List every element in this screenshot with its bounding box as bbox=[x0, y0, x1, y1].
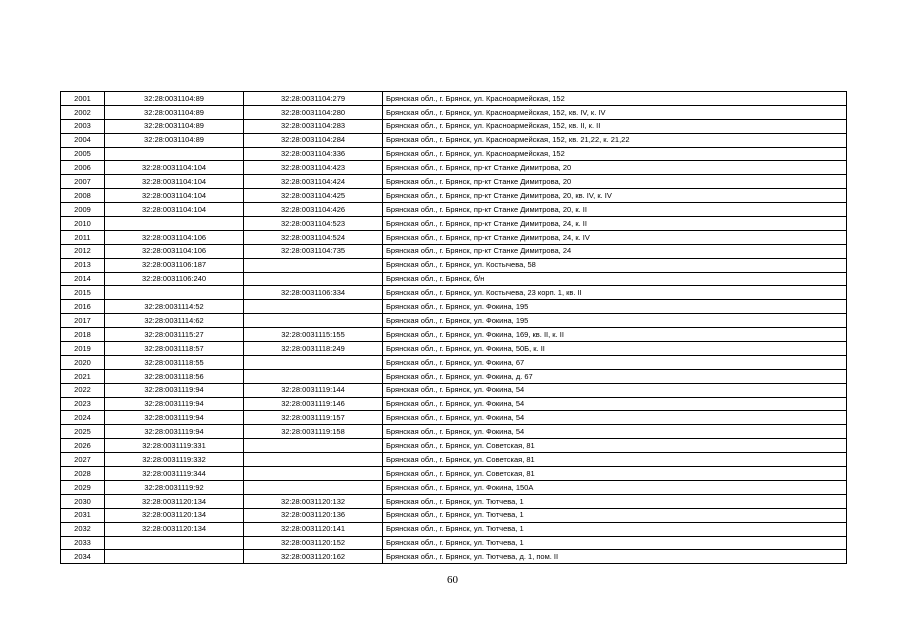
table-row bbox=[61, 411, 847, 425]
address-cell: Брянская обл., г. Брянск, пр-кт Станке Димитрова, 24, к. II bbox=[383, 217, 847, 231]
row-number-cell: 2031 bbox=[61, 508, 105, 522]
row-number-cell: 2024 bbox=[61, 411, 105, 425]
table-row bbox=[61, 133, 847, 147]
page-number: 60 bbox=[447, 574, 458, 586]
parcel-cadastral-number-cell: 32:28:0031119:94 bbox=[105, 383, 244, 397]
parcel-cadastral-number-cell: 32:28:0031120:134 bbox=[105, 494, 244, 508]
address-cell: Брянская обл., г. Брянск, ул. Фокина, 54 bbox=[383, 425, 847, 439]
address-cell: Брянская обл., г. Брянск, ул. Фокина, 54 bbox=[383, 383, 847, 397]
table-row bbox=[61, 119, 847, 133]
address-cell: Брянская обл., г. Брянск, ул. Фокина, 54 bbox=[383, 397, 847, 411]
object-cadastral-number-cell bbox=[244, 258, 383, 272]
table-row bbox=[61, 161, 847, 175]
address-cell: Брянская обл., г. Брянск, ул. Фокина, 195 bbox=[383, 300, 847, 314]
object-cadastral-number-cell: 32:28:0031104:424 bbox=[244, 175, 383, 189]
table-row bbox=[61, 494, 847, 508]
address-cell: Брянская обл., г. Брянск, ул. Фокина, 150А bbox=[383, 480, 847, 494]
row-number-cell: 2014 bbox=[61, 272, 105, 286]
table-row bbox=[61, 105, 847, 119]
address-cell: Брянская обл., г. Брянск, ул. Фокина, 50Б, к. II bbox=[383, 342, 847, 356]
table-row bbox=[61, 230, 847, 244]
parcel-cadastral-number-cell: 32:28:0031106:240 bbox=[105, 272, 244, 286]
row-number-cell: 2020 bbox=[61, 355, 105, 369]
object-cadastral-number-cell: 32:28:0031120:152 bbox=[244, 536, 383, 550]
parcel-cadastral-number-cell: 32:28:0031104:89 bbox=[105, 105, 244, 119]
table-row bbox=[61, 189, 847, 203]
table-row bbox=[61, 397, 847, 411]
parcel-cadastral-number-cell: 32:28:0031120:134 bbox=[105, 522, 244, 536]
row-number-cell: 2008 bbox=[61, 189, 105, 203]
object-cadastral-number-cell: 32:28:0031104:425 bbox=[244, 189, 383, 203]
object-cadastral-number-cell: 32:28:0031119:146 bbox=[244, 397, 383, 411]
object-cadastral-number-cell: 32:28:0031115:155 bbox=[244, 328, 383, 342]
address-cell: Брянская обл., г. Брянск, ул. Фокина, 54 bbox=[383, 411, 847, 425]
address-cell: Брянская обл., г. Брянск, пр-кт Станке Димитрова, 24, к. IV bbox=[383, 230, 847, 244]
table-row bbox=[61, 508, 847, 522]
parcel-cadastral-number-cell: 32:28:0031119:94 bbox=[105, 411, 244, 425]
object-cadastral-number-cell: 32:28:0031118:249 bbox=[244, 342, 383, 356]
object-cadastral-number-cell: 32:28:0031119:157 bbox=[244, 411, 383, 425]
row-number-cell: 2027 bbox=[61, 453, 105, 467]
parcel-cadastral-number-cell: 32:28:0031104:104 bbox=[105, 175, 244, 189]
parcel-cadastral-number-cell: 32:28:0031104:89 bbox=[105, 133, 244, 147]
table-row bbox=[61, 300, 847, 314]
row-number-cell: 2030 bbox=[61, 494, 105, 508]
row-number-cell: 2002 bbox=[61, 105, 105, 119]
row-number-cell: 2010 bbox=[61, 217, 105, 231]
row-number-cell: 2025 bbox=[61, 425, 105, 439]
row-number-cell: 2019 bbox=[61, 342, 105, 356]
parcel-cadastral-number-cell bbox=[105, 217, 244, 231]
object-cadastral-number-cell bbox=[244, 300, 383, 314]
table-row bbox=[61, 92, 847, 106]
table-row bbox=[61, 355, 847, 369]
object-cadastral-number-cell: 32:28:0031104:523 bbox=[244, 217, 383, 231]
object-cadastral-number-cell: 32:28:0031104:283 bbox=[244, 119, 383, 133]
address-cell: Брянская обл., г. Брянск, ул. Фокина, 169, кв. II, к. II bbox=[383, 328, 847, 342]
row-number-cell: 2001 bbox=[61, 92, 105, 106]
table-row bbox=[61, 175, 847, 189]
object-cadastral-number-cell: 32:28:0031119:158 bbox=[244, 425, 383, 439]
object-cadastral-number-cell: 32:28:0031106:334 bbox=[244, 286, 383, 300]
parcel-cadastral-number-cell bbox=[105, 147, 244, 161]
row-number-cell: 2009 bbox=[61, 203, 105, 217]
object-cadastral-number-cell bbox=[244, 439, 383, 453]
address-cell: Брянская обл., г. Брянск, ул. Красноармейская, 152, кв. II, к. II bbox=[383, 119, 847, 133]
address-cell: Брянская обл., г. Брянск, ул. Красноармейская, 152 bbox=[383, 92, 847, 106]
row-number-cell: 2034 bbox=[61, 550, 105, 564]
table-body bbox=[61, 92, 847, 564]
object-cadastral-number-cell: 32:28:0031119:144 bbox=[244, 383, 383, 397]
row-number-cell: 2011 bbox=[61, 230, 105, 244]
table-row bbox=[61, 425, 847, 439]
table-row bbox=[61, 328, 847, 342]
parcel-cadastral-number-cell: 32:28:0031104:104 bbox=[105, 161, 244, 175]
parcel-cadastral-number-cell: 32:28:0031119:331 bbox=[105, 439, 244, 453]
object-cadastral-number-cell: 32:28:0031120:132 bbox=[244, 494, 383, 508]
address-cell: Брянская обл., г. Брянск, б/н bbox=[383, 272, 847, 286]
parcel-cadastral-number-cell: 32:28:0031119:92 bbox=[105, 480, 244, 494]
parcel-cadastral-number-cell bbox=[105, 550, 244, 564]
table-row bbox=[61, 258, 847, 272]
object-cadastral-number-cell bbox=[244, 369, 383, 383]
address-cell: Брянская обл., г. Брянск, пр-кт Станке Димитрова, 20, к. II bbox=[383, 203, 847, 217]
object-cadastral-number-cell bbox=[244, 272, 383, 286]
row-number-cell: 2032 bbox=[61, 522, 105, 536]
address-cell: Брянская обл., г. Брянск, пр-кт Станке Димитрова, 24 bbox=[383, 244, 847, 258]
address-cell: Брянская обл., г. Брянск, пр-кт Станке Димитрова, 20 bbox=[383, 161, 847, 175]
parcel-cadastral-number-cell: 32:28:0031115:27 bbox=[105, 328, 244, 342]
address-cell: Брянская обл., г. Брянск, ул. Тютчева, 1 bbox=[383, 522, 847, 536]
address-cell: Брянская обл., г. Брянск, ул. Фокина, д. 67 bbox=[383, 369, 847, 383]
parcel-cadastral-number-cell bbox=[105, 286, 244, 300]
parcel-cadastral-number-cell: 32:28:0031104:104 bbox=[105, 189, 244, 203]
address-cell: Брянская обл., г. Брянск, ул. Красноармейская, 152, кв. 21,22, к. 21,22 bbox=[383, 133, 847, 147]
object-cadastral-number-cell bbox=[244, 355, 383, 369]
row-number-cell: 2029 bbox=[61, 480, 105, 494]
parcel-cadastral-number-cell: 32:28:0031104:106 bbox=[105, 244, 244, 258]
row-number-cell: 2012 bbox=[61, 244, 105, 258]
table-row bbox=[61, 147, 847, 161]
row-number-cell: 2021 bbox=[61, 369, 105, 383]
object-cadastral-number-cell: 32:28:0031120:141 bbox=[244, 522, 383, 536]
address-cell: Брянская обл., г. Брянск, ул. Советская, 81 bbox=[383, 439, 847, 453]
object-cadastral-number-cell: 32:28:0031104:426 bbox=[244, 203, 383, 217]
object-cadastral-number-cell: 32:28:0031104:524 bbox=[244, 230, 383, 244]
address-cell: Брянская обл., г. Брянск, ул. Костычева, 58 bbox=[383, 258, 847, 272]
parcel-cadastral-number-cell: 32:28:0031114:52 bbox=[105, 300, 244, 314]
table-row bbox=[61, 314, 847, 328]
table-row bbox=[61, 286, 847, 300]
cadastral-table bbox=[60, 91, 847, 564]
object-cadastral-number-cell bbox=[244, 480, 383, 494]
address-cell: Брянская обл., г. Брянск, ул. Советская, 81 bbox=[383, 453, 847, 467]
table-row bbox=[61, 453, 847, 467]
row-number-cell: 2022 bbox=[61, 383, 105, 397]
object-cadastral-number-cell: 32:28:0031104:735 bbox=[244, 244, 383, 258]
table-row bbox=[61, 550, 847, 564]
table-row bbox=[61, 383, 847, 397]
object-cadastral-number-cell: 32:28:0031104:280 bbox=[244, 105, 383, 119]
table-row bbox=[61, 244, 847, 258]
row-number-cell: 2026 bbox=[61, 439, 105, 453]
row-number-cell: 2017 bbox=[61, 314, 105, 328]
parcel-cadastral-number-cell: 32:28:0031119:344 bbox=[105, 467, 244, 481]
table-row bbox=[61, 522, 847, 536]
address-cell: Брянская обл., г. Брянск, ул. Красноармейская, 152 bbox=[383, 147, 847, 161]
address-cell: Брянская обл., г. Брянск, ул. Тютчева, 1 bbox=[383, 508, 847, 522]
address-cell: Брянская обл., г. Брянск, ул. Фокина, 67 bbox=[383, 355, 847, 369]
parcel-cadastral-number-cell: 32:28:0031104:89 bbox=[105, 119, 244, 133]
table-row bbox=[61, 272, 847, 286]
object-cadastral-number-cell: 32:28:0031104:284 bbox=[244, 133, 383, 147]
address-cell: Брянская обл., г. Брянск, ул. Тютчева, д. 1, пом. II bbox=[383, 550, 847, 564]
address-cell: Брянская обл., г. Брянск, ул. Советская, 81 bbox=[383, 467, 847, 481]
object-cadastral-number-cell: 32:28:0031120:136 bbox=[244, 508, 383, 522]
row-number-cell: 2004 bbox=[61, 133, 105, 147]
parcel-cadastral-number-cell: 32:28:0031114:62 bbox=[105, 314, 244, 328]
address-cell: Брянская обл., г. Брянск, пр-кт Станке Димитрова, 20, кв. IV, к. IV bbox=[383, 189, 847, 203]
table-row bbox=[61, 203, 847, 217]
object-cadastral-number-cell bbox=[244, 453, 383, 467]
table-row bbox=[61, 439, 847, 453]
object-cadastral-number-cell: 32:28:0031104:423 bbox=[244, 161, 383, 175]
parcel-cadastral-number-cell: 32:28:0031104:106 bbox=[105, 230, 244, 244]
parcel-cadastral-number-cell: 32:28:0031118:55 bbox=[105, 355, 244, 369]
row-number-cell: 2023 bbox=[61, 397, 105, 411]
row-number-cell: 2007 bbox=[61, 175, 105, 189]
address-cell: Брянская обл., г. Брянск, пр-кт Станке Димитрова, 20 bbox=[383, 175, 847, 189]
address-cell: Брянская обл., г. Брянск, ул. Фокина, 195 bbox=[383, 314, 847, 328]
row-number-cell: 2016 bbox=[61, 300, 105, 314]
parcel-cadastral-number-cell: 32:28:0031118:57 bbox=[105, 342, 244, 356]
parcel-cadastral-number-cell: 32:28:0031120:134 bbox=[105, 508, 244, 522]
object-cadastral-number-cell: 32:28:0031104:279 bbox=[244, 92, 383, 106]
row-number-cell: 2015 bbox=[61, 286, 105, 300]
object-cadastral-number-cell: 32:28:0031104:336 bbox=[244, 147, 383, 161]
parcel-cadastral-number-cell: 32:28:0031119:94 bbox=[105, 397, 244, 411]
table-row bbox=[61, 480, 847, 494]
parcel-cadastral-number-cell: 32:28:0031119:94 bbox=[105, 425, 244, 439]
parcel-cadastral-number-cell: 32:28:0031118:56 bbox=[105, 369, 244, 383]
row-number-cell: 2033 bbox=[61, 536, 105, 550]
table-row bbox=[61, 217, 847, 231]
address-cell: Брянская обл., г. Брянск, ул. Красноармейская, 152, кв. IV, к. IV bbox=[383, 105, 847, 119]
parcel-cadastral-number-cell: 32:28:0031106:187 bbox=[105, 258, 244, 272]
row-number-cell: 2028 bbox=[61, 467, 105, 481]
parcel-cadastral-number-cell: 32:28:0031119:332 bbox=[105, 453, 244, 467]
address-cell: Брянская обл., г. Брянск, ул. Костычева, 23 корп. 1, кв. II bbox=[383, 286, 847, 300]
row-number-cell: 2006 bbox=[61, 161, 105, 175]
object-cadastral-number-cell bbox=[244, 314, 383, 328]
row-number-cell: 2003 bbox=[61, 119, 105, 133]
row-number-cell: 2013 bbox=[61, 258, 105, 272]
row-number-cell: 2018 bbox=[61, 328, 105, 342]
object-cadastral-number-cell: 32:28:0031120:162 bbox=[244, 550, 383, 564]
table-row bbox=[61, 369, 847, 383]
address-cell: Брянская обл., г. Брянск, ул. Тютчева, 1 bbox=[383, 536, 847, 550]
address-cell: Брянская обл., г. Брянск, ул. Тютчева, 1 bbox=[383, 494, 847, 508]
table-row bbox=[61, 467, 847, 481]
object-cadastral-number-cell bbox=[244, 467, 383, 481]
table-row bbox=[61, 342, 847, 356]
parcel-cadastral-number-cell: 32:28:0031104:104 bbox=[105, 203, 244, 217]
row-number-cell: 2005 bbox=[61, 147, 105, 161]
parcel-cadastral-number-cell: 32:28:0031104:89 bbox=[105, 92, 244, 106]
table-row bbox=[61, 536, 847, 550]
parcel-cadastral-number-cell bbox=[105, 536, 244, 550]
